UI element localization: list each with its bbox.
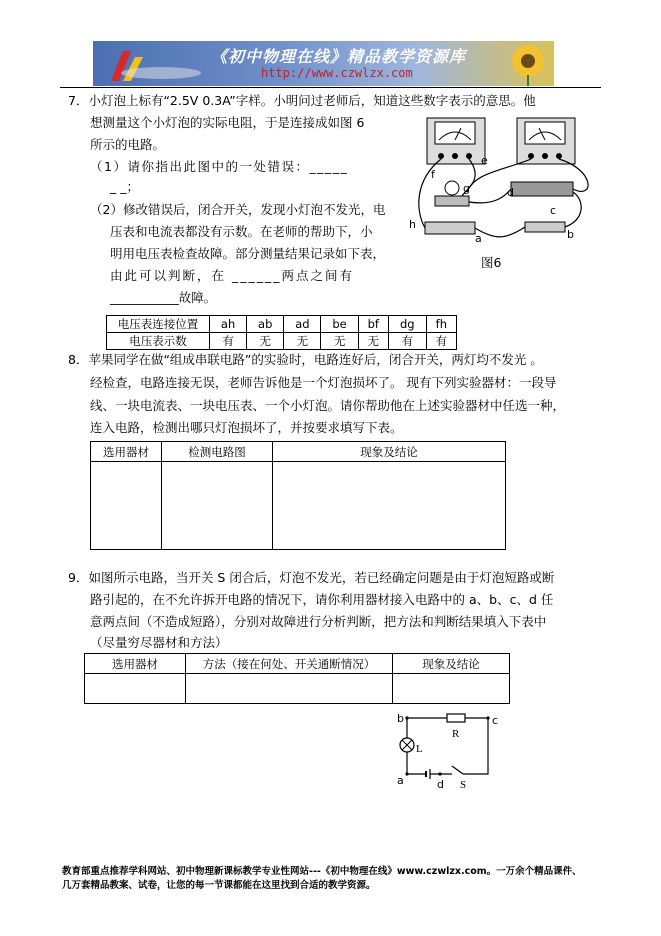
table-header: 方法（接在何处、开关通断情况）: [186, 654, 393, 674]
logo-icon: [101, 45, 211, 85]
q7-sub2a: （2）修改错误后，闭合开关，发现小灯泡不发光，电: [90, 202, 386, 217]
table-cell: 有: [388, 333, 426, 350]
table-cell: 无: [358, 333, 388, 350]
table-header: 检测电路图: [162, 442, 273, 462]
lamp-holder-icon: [435, 196, 469, 206]
q7-sub2e: ___________故障。: [110, 290, 217, 305]
circuit-label-b: b: [397, 712, 404, 725]
q8-line3: 线、一块电流表、一块电压表、一个小灯泡。请你帮助他在上述实验器材中任选一种，: [90, 398, 566, 413]
sunflower-icon: [498, 41, 554, 86]
table-row: [85, 654, 510, 674]
answer-cell[interactable]: [393, 674, 510, 704]
figure-label-a: a: [475, 232, 482, 245]
q9-line1: 9．如图所示电路，当开关 S 闭合后，灯泡不发光，若已经确定问题是由于灯泡短路或断: [68, 570, 555, 585]
circuit-label-c: c: [492, 714, 499, 727]
q8-line1: 8．苹果同学在做“组成串联电路”的实验时，电路连好后，闭合开关，两灯均不发光 。: [68, 352, 543, 367]
table-cell: ad: [284, 316, 321, 333]
footer-text: [62, 865, 582, 893]
figure-label-d: d: [507, 186, 514, 199]
answer-cell[interactable]: [162, 462, 273, 550]
figure-label-c: c: [550, 204, 557, 217]
q7-sub2c: 明用电压表检查故障。部分测量结果记录如下表，: [110, 246, 386, 261]
switch-icon: [525, 222, 565, 232]
ammeter-icon: [427, 118, 485, 164]
bulb-icon: [445, 181, 459, 195]
q7-sub2b: 压表和电流表都没有示数。在老师的帮助下，小: [110, 224, 373, 239]
table-header: 电压表示数: [107, 333, 210, 350]
answer-cell[interactable]: [186, 674, 393, 704]
table-cell: 无: [284, 333, 321, 350]
table-cell: ab: [247, 316, 284, 333]
circuit-label-a: a: [397, 774, 404, 787]
figure-label-g: g: [463, 182, 470, 195]
table-cell: 有: [426, 333, 456, 350]
circuit-label-S: S: [460, 779, 467, 791]
table-cell: be: [321, 316, 358, 333]
figure-label-f: f: [431, 168, 435, 181]
table-cell: 有: [210, 333, 247, 350]
header-banner: [93, 41, 554, 86]
q8-line4: 连入电路，检测出哪只灯泡损坏了，并按要求填写下表。: [90, 420, 403, 435]
table-cell: dg: [388, 316, 426, 333]
q7-line3: 所示的电路。: [90, 137, 166, 152]
q7-line2: 想测量这个小灯泡的实际电阻，于是连接成如图 6: [90, 115, 365, 130]
q9-line4: （尽量穷尽器材和方法）: [90, 635, 228, 650]
table-header: 选用器材: [85, 654, 186, 674]
q7-sub1a: （1）请你指出此图中的一处错误：_____: [90, 159, 349, 174]
q7-sub2d: 由此可以判断，在 ______两点之间有: [110, 268, 354, 283]
banner-url[interactable]: http://www.czwlzx.com: [261, 66, 413, 80]
table-row: [107, 316, 457, 333]
table-cell: ah: [210, 316, 247, 333]
header-rule: [60, 87, 601, 88]
table-header: 现象及结论: [273, 442, 506, 462]
figure-label-h: h: [409, 218, 416, 231]
figure-label-b: b: [567, 228, 574, 241]
q8-answer-table: [90, 441, 506, 550]
q7-voltage-table: [106, 315, 457, 350]
table-header: 选用器材: [91, 442, 162, 462]
q7-line1: 7．小灯泡上标有“2.5V 0.3A”字样。小明问过老师后，知道这些数字表示的意思。他: [68, 93, 536, 108]
circuit-label-d: d: [437, 778, 444, 791]
q7-sub1b: _ _；: [110, 179, 139, 194]
table-cell: 无: [247, 333, 284, 350]
figure-label-e: e: [481, 154, 488, 167]
banner-title: 《初中物理在线》精品教学资源库: [211, 47, 467, 66]
table-row: [85, 674, 510, 704]
q8-line2: 经检查，电路连接无误，老师告诉他是一个灯泡损坏了。 现有下列实验器材：一段导: [90, 375, 557, 390]
table-row: [91, 462, 506, 550]
circuit-label-L: L: [416, 743, 423, 755]
table-cell: fh: [426, 316, 456, 333]
table-row: [107, 333, 457, 350]
resistor-icon: [447, 714, 465, 722]
table-cell: 无: [321, 333, 358, 350]
lamp-icon: [400, 738, 414, 752]
figure-6-caption: 图6: [481, 255, 502, 270]
footer-line-1: 教育部重点推荐学科网站、初中物理新课标教学专业性网站---《初中物理在线》www.czwlzx.com。一万余个精品课件、: [62, 866, 582, 877]
q9-answer-table: [84, 653, 510, 704]
battery-icon: [425, 222, 475, 234]
q9-line3: 意两点间（不造成短路），分别对故障进行分析判断，把方法和判断结果填入下表中: [90, 614, 547, 629]
footer-line-2: 几万套精品教案、试卷，让您的每一节课都能在这里找到合适的教学资源。: [62, 880, 376, 891]
voltmeter-icon: [517, 118, 575, 164]
q9-line2: 路引起的，在不允许拆开电路的情况下，请你利用器材接入电路中的 a、b、c、d 任: [90, 592, 554, 607]
table-header: 电压表连接位置: [107, 316, 210, 333]
q9-circuit-diagram: [390, 708, 510, 796]
rheostat-icon: [511, 182, 573, 196]
figure-6-circuit: [405, 110, 600, 270]
answer-cell[interactable]: [91, 462, 162, 550]
circuit-label-R: R: [452, 728, 460, 740]
answer-cell[interactable]: [85, 674, 186, 704]
table-header: 现象及结论: [393, 654, 510, 674]
table-cell: bf: [358, 316, 388, 333]
answer-cell[interactable]: [273, 462, 506, 550]
table-row: [91, 442, 506, 462]
switch-icon: [452, 766, 463, 774]
